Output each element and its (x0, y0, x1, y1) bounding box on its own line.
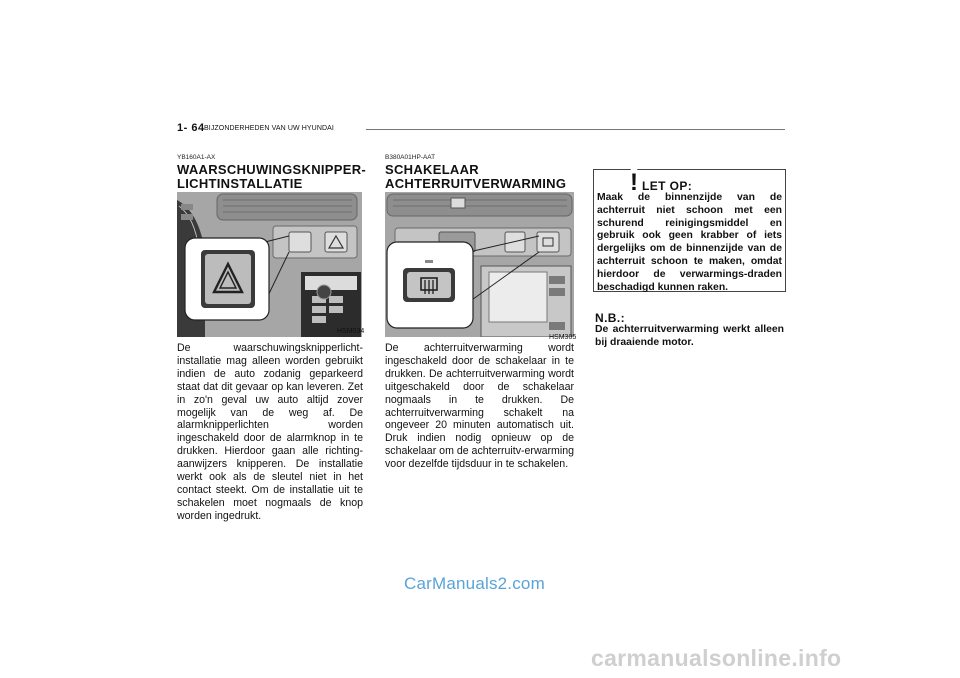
note-title: N.B.: (595, 311, 625, 325)
warning-text: Maak de binnenzijde van de achterruit niet schoon met een schurend reinigingsmiddel en gebruik ook geen krabber of iets dergelijks om de binnenzijde van de achterruit schoon te maken, omdat hierdoor de verwarmings-draden beschadigd kunnen raken. (597, 192, 782, 293)
hazard-section-code: YB160A1-AX (177, 154, 216, 161)
hazard-heading: WAARSCHUWINGSKNIPPER- LICHTINSTALLATIE (177, 162, 367, 191)
defroster-section-code: B380A01HP-AAT (385, 154, 436, 161)
defroster-heading: SCHAKELAAR ACHTERRUITVERWARMING (385, 162, 567, 191)
warning-box (593, 169, 786, 292)
section-title: BIJZONDERHEDEN VAN UW HYUNDAI (204, 125, 334, 132)
defroster-switch-illustration (385, 192, 574, 337)
defroster-image-label: HSM305 (549, 334, 577, 341)
hazard-switch-illustration (177, 192, 365, 337)
svg-text:!: ! (630, 169, 638, 196)
warning-title: LET OP: (642, 179, 693, 193)
page-number: 1- 64 (177, 122, 205, 134)
watermark-carmanuals2: CarManuals2.com (404, 574, 545, 593)
hazard-image-label: HSM034 (337, 328, 365, 335)
watermark-carmanualsonline: carmanualsonline.info (591, 645, 842, 671)
defroster-body-text: De achterruitverwarming wordt ingeschakeld door de schakelaar in te drukken. De achterruitverwarming wordt uitgeschakeld door de schakelaar nogmaals in te drukken. De achterruitverwarming schakelt na ongeveer 20 minuten automatisch uit. Druk indien nodig opnieuw op de schakelaar om de achterruitv-erwarming voor dezelfde tijdsduur in te schakelen. (385, 342, 574, 471)
hazard-body-text: De waarschuwingsknipperlicht-installatie mag alleen worden gebruikt indien de auto zodanig geparkeerd staat dat dit gevaar op kan leveren. Zet in zo'n geval uw auto altijd zover mogelijk van de weg af. De alarmknipperlichten worden ingeschakeld door de alarmknop in te drukken. Hierdoor gaan alle richting-aanwijzers knipperen. De installatie werkt ook als de sleutel niet in het contact steekt. Om de installatie uit te schakelen moet nogmaals de knop worden ingedrukt. (177, 342, 363, 522)
note-text: De achterruitverwarming werkt alleen bij draaiende motor. (595, 324, 784, 348)
header-rule (366, 129, 785, 130)
